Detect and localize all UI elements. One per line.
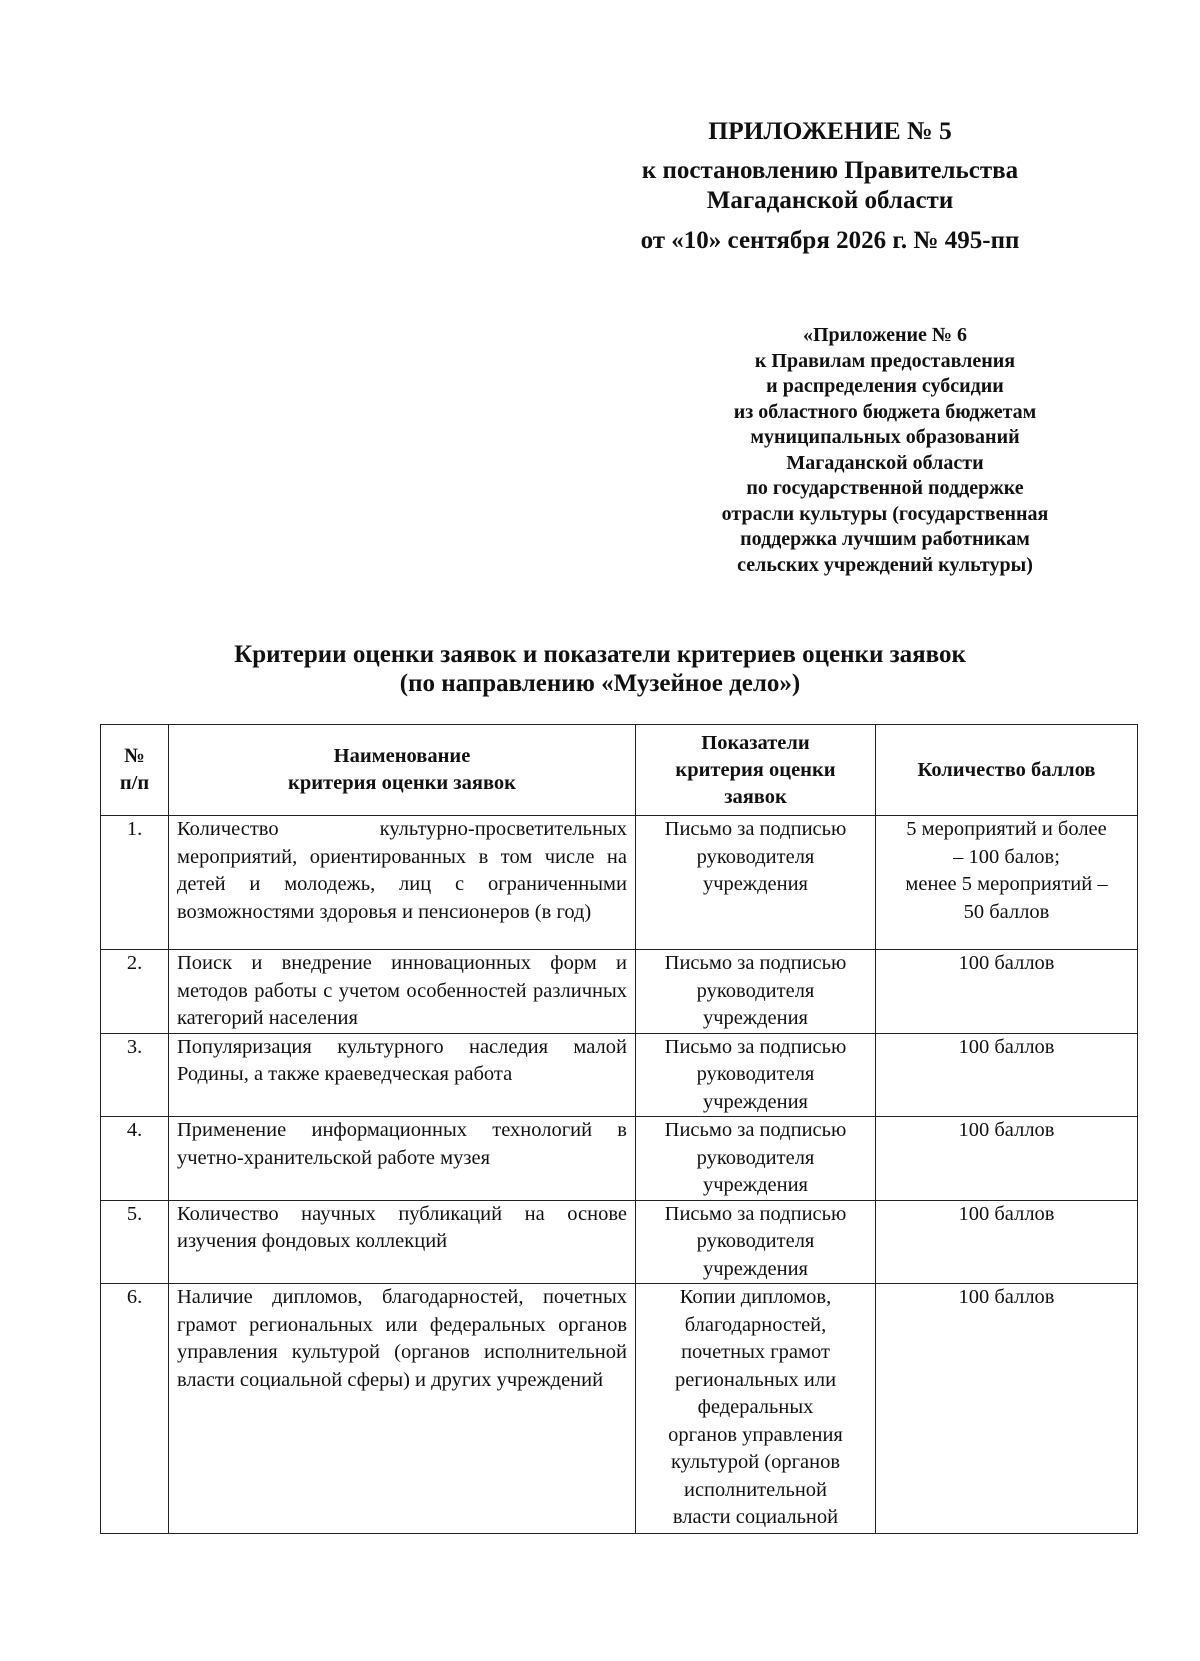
table-header-row xyxy=(101,725,1138,816)
reference-line: муниципальных образований xyxy=(750,426,1020,448)
criteria-table xyxy=(100,724,1138,1534)
header-criterion: Наименование критерия оценки заявок xyxy=(169,725,636,816)
header-indicator: Показатели критерия оценки заявок xyxy=(636,725,876,816)
row-criterion: Количество научных публикаций на основе изучения фондовых коллекций xyxy=(169,1200,636,1284)
row-num: 2. xyxy=(101,950,169,1034)
table-row xyxy=(101,1284,1138,1534)
resolution-date: от «10» сентября 2026 г. № 495-пп xyxy=(640,227,1020,254)
table-row xyxy=(101,816,1138,950)
reference-line: поддержка лучшим работникам xyxy=(740,528,1030,550)
reference-line: к Правилам предоставления xyxy=(754,349,1016,372)
row-criterion: Количество культурно-просветительных мероприятий, ориентированных в том числе на детей и молодежь, лиц с ограниченными возможностями здоровья и пенсионеров (в год) xyxy=(169,816,636,950)
document-title xyxy=(90,640,1110,698)
table-row xyxy=(101,1033,1138,1117)
row-criterion: Применение информационных технологий в учетно-хранительской работе музея xyxy=(169,1117,636,1201)
row-indicator: Письмо за подписью руководителя учреждения xyxy=(636,1200,876,1284)
row-num: 4. xyxy=(101,1117,169,1201)
row-indicator: Копии дипломов, благодарностей, почетных грамот региональных или федеральных органов управления культурой (органов исполнительной власти социальной xyxy=(636,1284,876,1534)
row-points: 5 мероприятий и более – 100 балов; менее 5 мероприятий – 50 баллов xyxy=(876,816,1138,950)
resolution-line-1: к постановлению Правительства xyxy=(641,157,1019,184)
appendix-header xyxy=(600,116,1060,256)
row-points: 100 баллов xyxy=(876,1117,1138,1201)
row-criterion: Наличие дипломов, благодарностей, почетных грамот региональных или федеральных органов управления культурой (органов исполнительной власти социальной сферы) и других учреждений xyxy=(169,1284,636,1534)
table-row xyxy=(101,1117,1138,1201)
row-num: 6. xyxy=(101,1284,169,1534)
row-criterion: Поиск и внедрение инновационных форм и методов работы с учетом особенностей различных категорий населения xyxy=(169,950,636,1034)
header-num: № п/п xyxy=(101,725,169,816)
appendix-title: ПРИЛОЖЕНИЕ № 5 xyxy=(708,116,952,145)
row-indicator: Письмо за подписью руководителя учреждения xyxy=(636,816,876,950)
reference-line: сельских учреждений культуры) xyxy=(737,553,1033,576)
document-title-line-1: Критерии оценки заявок и показатели критериев оценки заявок xyxy=(234,641,966,668)
row-num: 5. xyxy=(101,1200,169,1284)
row-criterion: Популяризация культурного наследия малой Родины, а также краеведческая работа xyxy=(169,1033,636,1117)
resolution-line-2: Магаданской области xyxy=(706,187,954,214)
row-indicator: Письмо за подписью руководителя учреждения xyxy=(636,1033,876,1117)
row-indicator: Письмо за подписью руководителя учреждения xyxy=(636,950,876,1034)
reference-line: «Приложение № 6 xyxy=(802,324,968,346)
reference-line: из областного бюджета бюджетам xyxy=(733,400,1037,423)
row-points: 100 баллов xyxy=(876,1284,1138,1534)
reference-block xyxy=(660,323,1110,578)
reference-line: и распределения субсидии xyxy=(766,375,1004,397)
header-points: Количество баллов xyxy=(876,725,1138,816)
table-row xyxy=(101,1200,1138,1284)
table-row xyxy=(101,950,1138,1034)
reference-line: Магаданской области xyxy=(786,451,984,474)
reference-line: отрасли культуры (государственная xyxy=(721,502,1049,525)
row-num: 1. xyxy=(101,816,169,950)
row-num: 3. xyxy=(101,1033,169,1117)
reference-line: по государственной поддержке xyxy=(746,477,1024,499)
row-points: 100 баллов xyxy=(876,1200,1138,1284)
row-points: 100 баллов xyxy=(876,1033,1138,1117)
document-title-line-2: (по направлению «Музейное дело») xyxy=(399,670,801,697)
row-points: 100 баллов xyxy=(876,950,1138,1034)
row-indicator: Письмо за подписью руководителя учреждения xyxy=(636,1117,876,1201)
